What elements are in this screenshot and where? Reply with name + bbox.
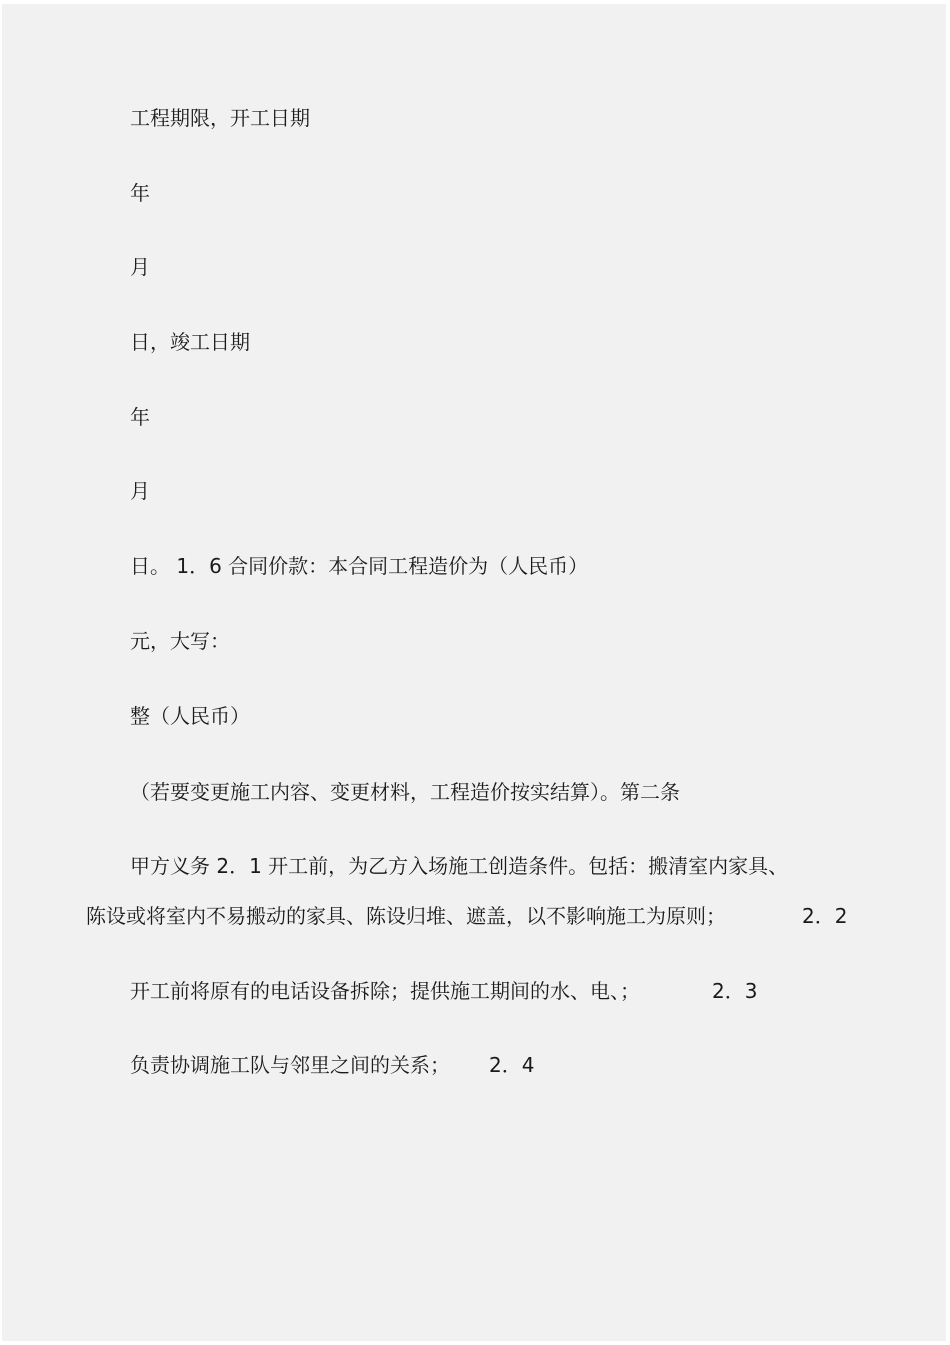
text-line-furniture-covering: 陈设或将室内不易搬动的家具、陈设归堆、遮盖，以不影响施工为原则；	[86, 904, 726, 928]
text-line-month-1: 月	[130, 255, 150, 279]
text-line-month-2: 月	[130, 479, 150, 503]
text-line-amount-in-words: 元，大写：	[130, 629, 230, 653]
text-line-contract-price: 日。 1．6 合同价款：本合同工程造价为（人民币）	[130, 554, 589, 578]
text-line-change-clause: （若要变更施工内容、变更材料，工程造价按实结算）。第二条	[130, 780, 680, 804]
text-line-neighbor-coordination: 负责协调施工队与邻里之间的关系；	[130, 1053, 450, 1077]
text-line-construction-period: 工程期限，开工日期	[130, 106, 310, 130]
section-number-2-4: 2．4	[489, 1053, 535, 1077]
text-line-rmb: 整（人民币）	[130, 704, 250, 728]
text-line-year-2: 年	[130, 405, 150, 429]
text-line-party-a-duties: 甲方义务 2．1 开工前，为乙方入场施工创造条件。包括：搬清室内家具、	[130, 854, 789, 878]
document-page	[2, 4, 946, 1341]
section-number-2-3: 2．3	[712, 979, 758, 1003]
text-line-completion-date: 日，竣工日期	[130, 330, 250, 354]
text-line-year-1: 年	[130, 181, 150, 205]
text-line-phone-removal: 开工前将原有的电话设备拆除；提供施工期间的水、电、；	[130, 979, 640, 1003]
section-number-2-2: 2．2	[802, 904, 848, 928]
